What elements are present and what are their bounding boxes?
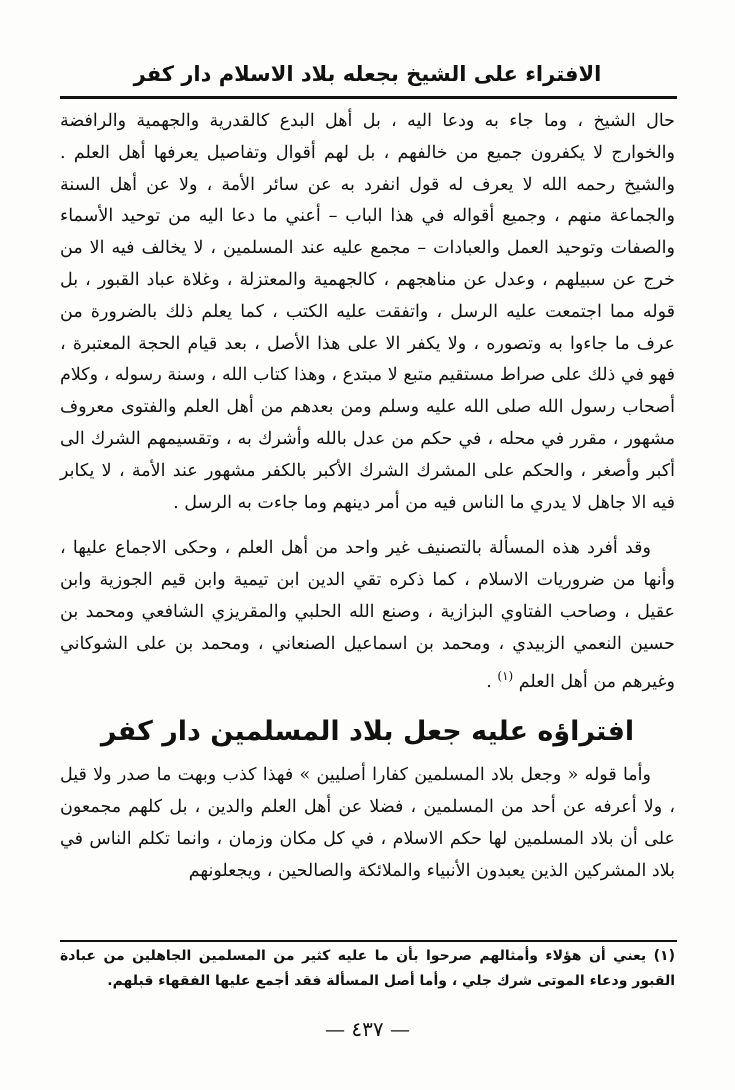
running-header-title: الافتراء على الشيخ بجعله بلاد الاسلام دار كفر — [133, 62, 602, 86]
paragraph-3: وأما قوله « وجعل بلاد المسلمين كفارا أصليين » فهذا كذب وبهت ما صدر ولا قيل ، ولا أعرفه عن أحد من المسلمين ، فضلا عن أهل العلم والدين ، بل كلهم مجمعون على أن بلاد المسلمين لها حكم الاسلام ، في كل مكان وزمان ، وانما تكلم الناس في بلاد المشركين الذين يعبدون الأنبياء والملائكة والصالحين ، ويجعلونهم — [60, 765, 675, 881]
paragraph-2 — [60, 533, 675, 698]
header-rule — [60, 96, 677, 99]
footnote: (١) يعني أن هؤلاء وأمثالهم صرحوا بأن ما عليه كثير من المسلمين الجاهلين من عبادة القبور ودعاء الموتى شرك جلي ، وأما أصل المسألة فقد أجمع عليها الفقهاء قبلهم. — [60, 948, 675, 989]
paragraph-2-text: وقد أفرد هذه المسألة بالتصنيف غير واحد من أهل العلم ، وحكى الاجماع عليها ، وأنها من ضروريات الاسلام ، كما ذكره تقي الدين ابن تيمية وابن قيم الجوزية وابن عقيل ، وصاحب الفتاوي البزازية ، وصنع الله الحلبي والمقريزي الشافعي ومحمد بن حسين النعمي الزبيدي ، ومحمد بن اسماعيل الصنعاني ، ومحمد بن على الشوكاني وغيرهم من أهل العلم — [60, 538, 675, 692]
paragraph-1: حال الشيخ ، وما جاء به ودعا اليه ، بل أهل البدع كالقدرية والجهمية والرافضة والخوارج لا يكفرون جميع من خالفهم ، بل لهم أقوال وتفاصيل يعرفها أهل العلم . والشيخ رحمه الله لا يعرف له قول انفرد به عن سائر الأمة ، ولا عن أهل السنة والجماعة منهم ، وجميع أقواله في هذا الباب – أعني ما دعا اليه من توحيد الأسماء والصفات وتوحيد العمل والعبادات – مجمع عليه عند المسلمين ، لا يخالف فيه الا من خرج عن سبيلهم ، وعدل عن مناهجهم ، كالجهمية والمعتزلة ، وغلاة عباد القبور ، بل قوله مما اجتمعت عليه الرسل ، واتفقت عليه الكتب ، كما يعلم ذلك بالضرورة من عرف ما جاءوا به وتصوره ، ولا يكفر الا على هذا الأصل ، بعد قيام الحجة المعتبرة ، فهو في ذلك على صراط مستقيم متبع لا مبتدع ، وهذا كتاب الله ، وسنة رسوله ، وكلام أصحاب رسول الله صلى الله عليه وسلم ومن بعدهم من أهل العلم والفتوى معروف مشهور ، مقرر في محله ، في حكم من عدل بالله وأشرك به ، وتقسيمهم الشرك الى أكبر وأصغر ، والحكم على المشرك الشرك الأكبر بالكفر مشهور عند الأمة ، لا يكابر فيه الا جاهل لا يدري ما الناس فيه من أمر دينهم وما جاءت به الرسل . — [60, 111, 675, 513]
section-heading: افتراؤه عليه جعل بلاد المسلمين دار كفر — [100, 716, 635, 748]
footnote-reference[interactable]: (١) — [497, 668, 514, 683]
page-number: — ٤٣٧ — — [325, 1017, 410, 1041]
footnote-rule — [60, 940, 677, 942]
main-text — [60, 106, 675, 887]
paragraph-2-end: . — [486, 671, 498, 692]
